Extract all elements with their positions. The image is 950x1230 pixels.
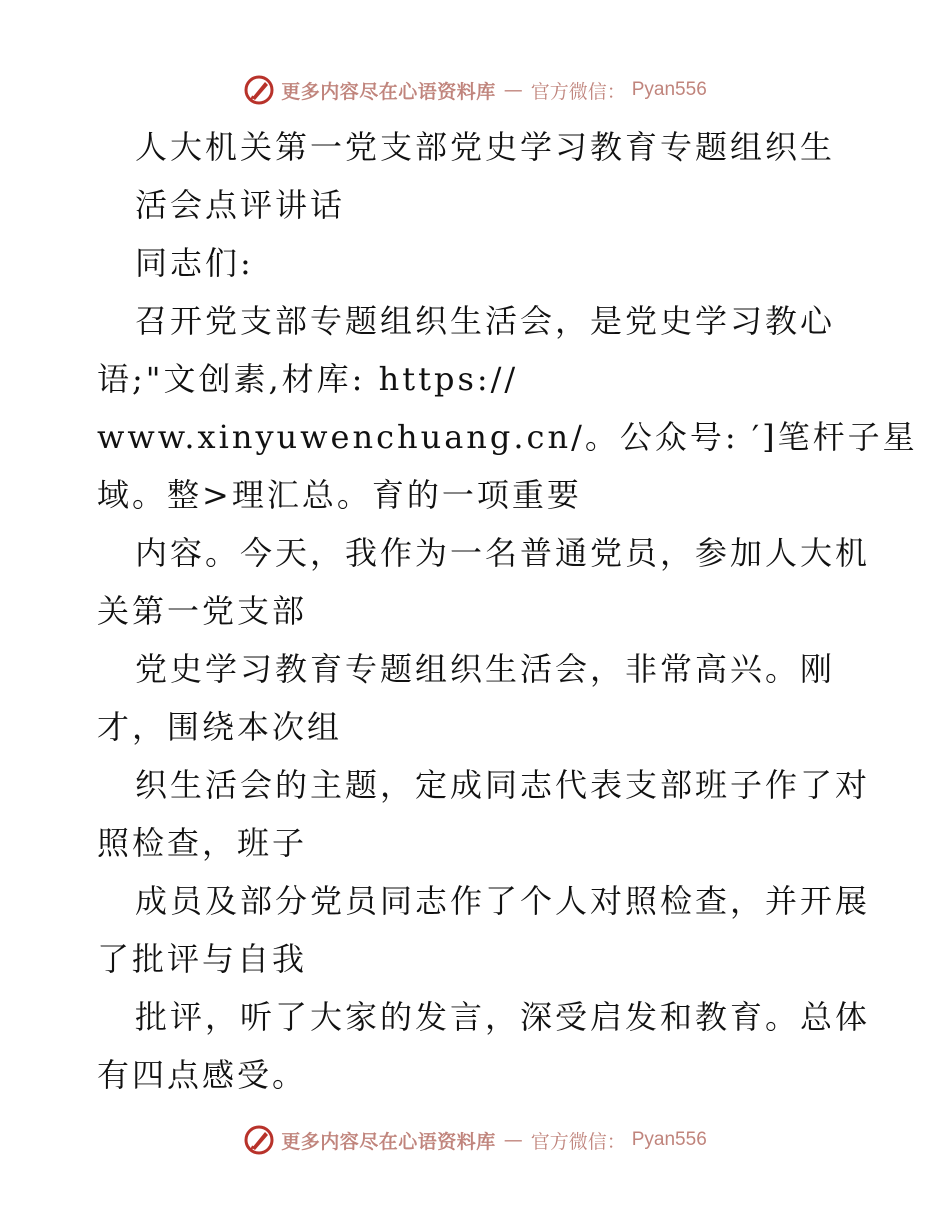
paragraph-line-url: www.xinyuwenchuang.cn/。公众号: ′]笔杆子星 bbox=[97, 418, 918, 456]
paragraph-line: 内容。今天，我作为一名普通党员，参加人大机 bbox=[135, 534, 871, 572]
paragraph-line: 有四点感受。 bbox=[97, 1056, 308, 1094]
paragraph-line: 批评，听了大家的发言，深受启发和教育。总体 bbox=[135, 998, 871, 1036]
paragraph-line: 才，围绕本次组 bbox=[97, 708, 343, 746]
footer-banner bbox=[0, 1120, 950, 1160]
paragraph-line: 成员及部分党员同志作了个人对照检查，并开展 bbox=[135, 882, 871, 920]
paragraph-line: 织生活会的主题，定成同志代表支部班子作了对 bbox=[135, 766, 871, 804]
banner-brand-text: 更多内容尽在心语资料库 bbox=[281, 1130, 496, 1153]
paragraph-line: 语;"文创素,材库: https:// bbox=[97, 360, 519, 398]
banner-wechat-id: Pyan556 bbox=[631, 1129, 707, 1150]
banner-brand-text: 更多内容尽在心语资料库 bbox=[281, 80, 496, 103]
banner-wechat-label: 官方微信： bbox=[530, 1130, 626, 1153]
banner-wechat-label: 官方微信： bbox=[530, 80, 626, 103]
paragraph-line: 照检查，班子 bbox=[97, 824, 308, 862]
paragraph-line: 党史学习教育专题组织生活会，非常高兴。刚 bbox=[135, 650, 836, 688]
document-body bbox=[97, 118, 918, 1104]
title-line-1: 人大机关第一党支部党史学习教育专题组织生 bbox=[135, 128, 836, 166]
paragraph-line: 了批评与自我 bbox=[97, 940, 308, 978]
paragraph-line: 域。整>理汇总。育的一项重要 bbox=[97, 476, 582, 514]
quill-logo-icon bbox=[243, 74, 275, 106]
header-banner bbox=[0, 70, 950, 110]
banner-wechat-id: Pyan556 bbox=[631, 79, 707, 100]
banner-separator: — bbox=[503, 1129, 523, 1151]
header-banner-content bbox=[243, 74, 707, 106]
footer-banner-content bbox=[243, 1124, 707, 1156]
paragraph-line: 关第一党支部 bbox=[97, 592, 308, 630]
banner-separator: — bbox=[503, 79, 523, 101]
quill-logo-icon bbox=[243, 1124, 275, 1156]
paragraph-line: 召开党支部专题组织生活会，是党史学习教心 bbox=[135, 302, 836, 340]
salutation: 同志们: bbox=[135, 244, 254, 282]
title-line-2: 活会点评讲话 bbox=[135, 186, 346, 224]
